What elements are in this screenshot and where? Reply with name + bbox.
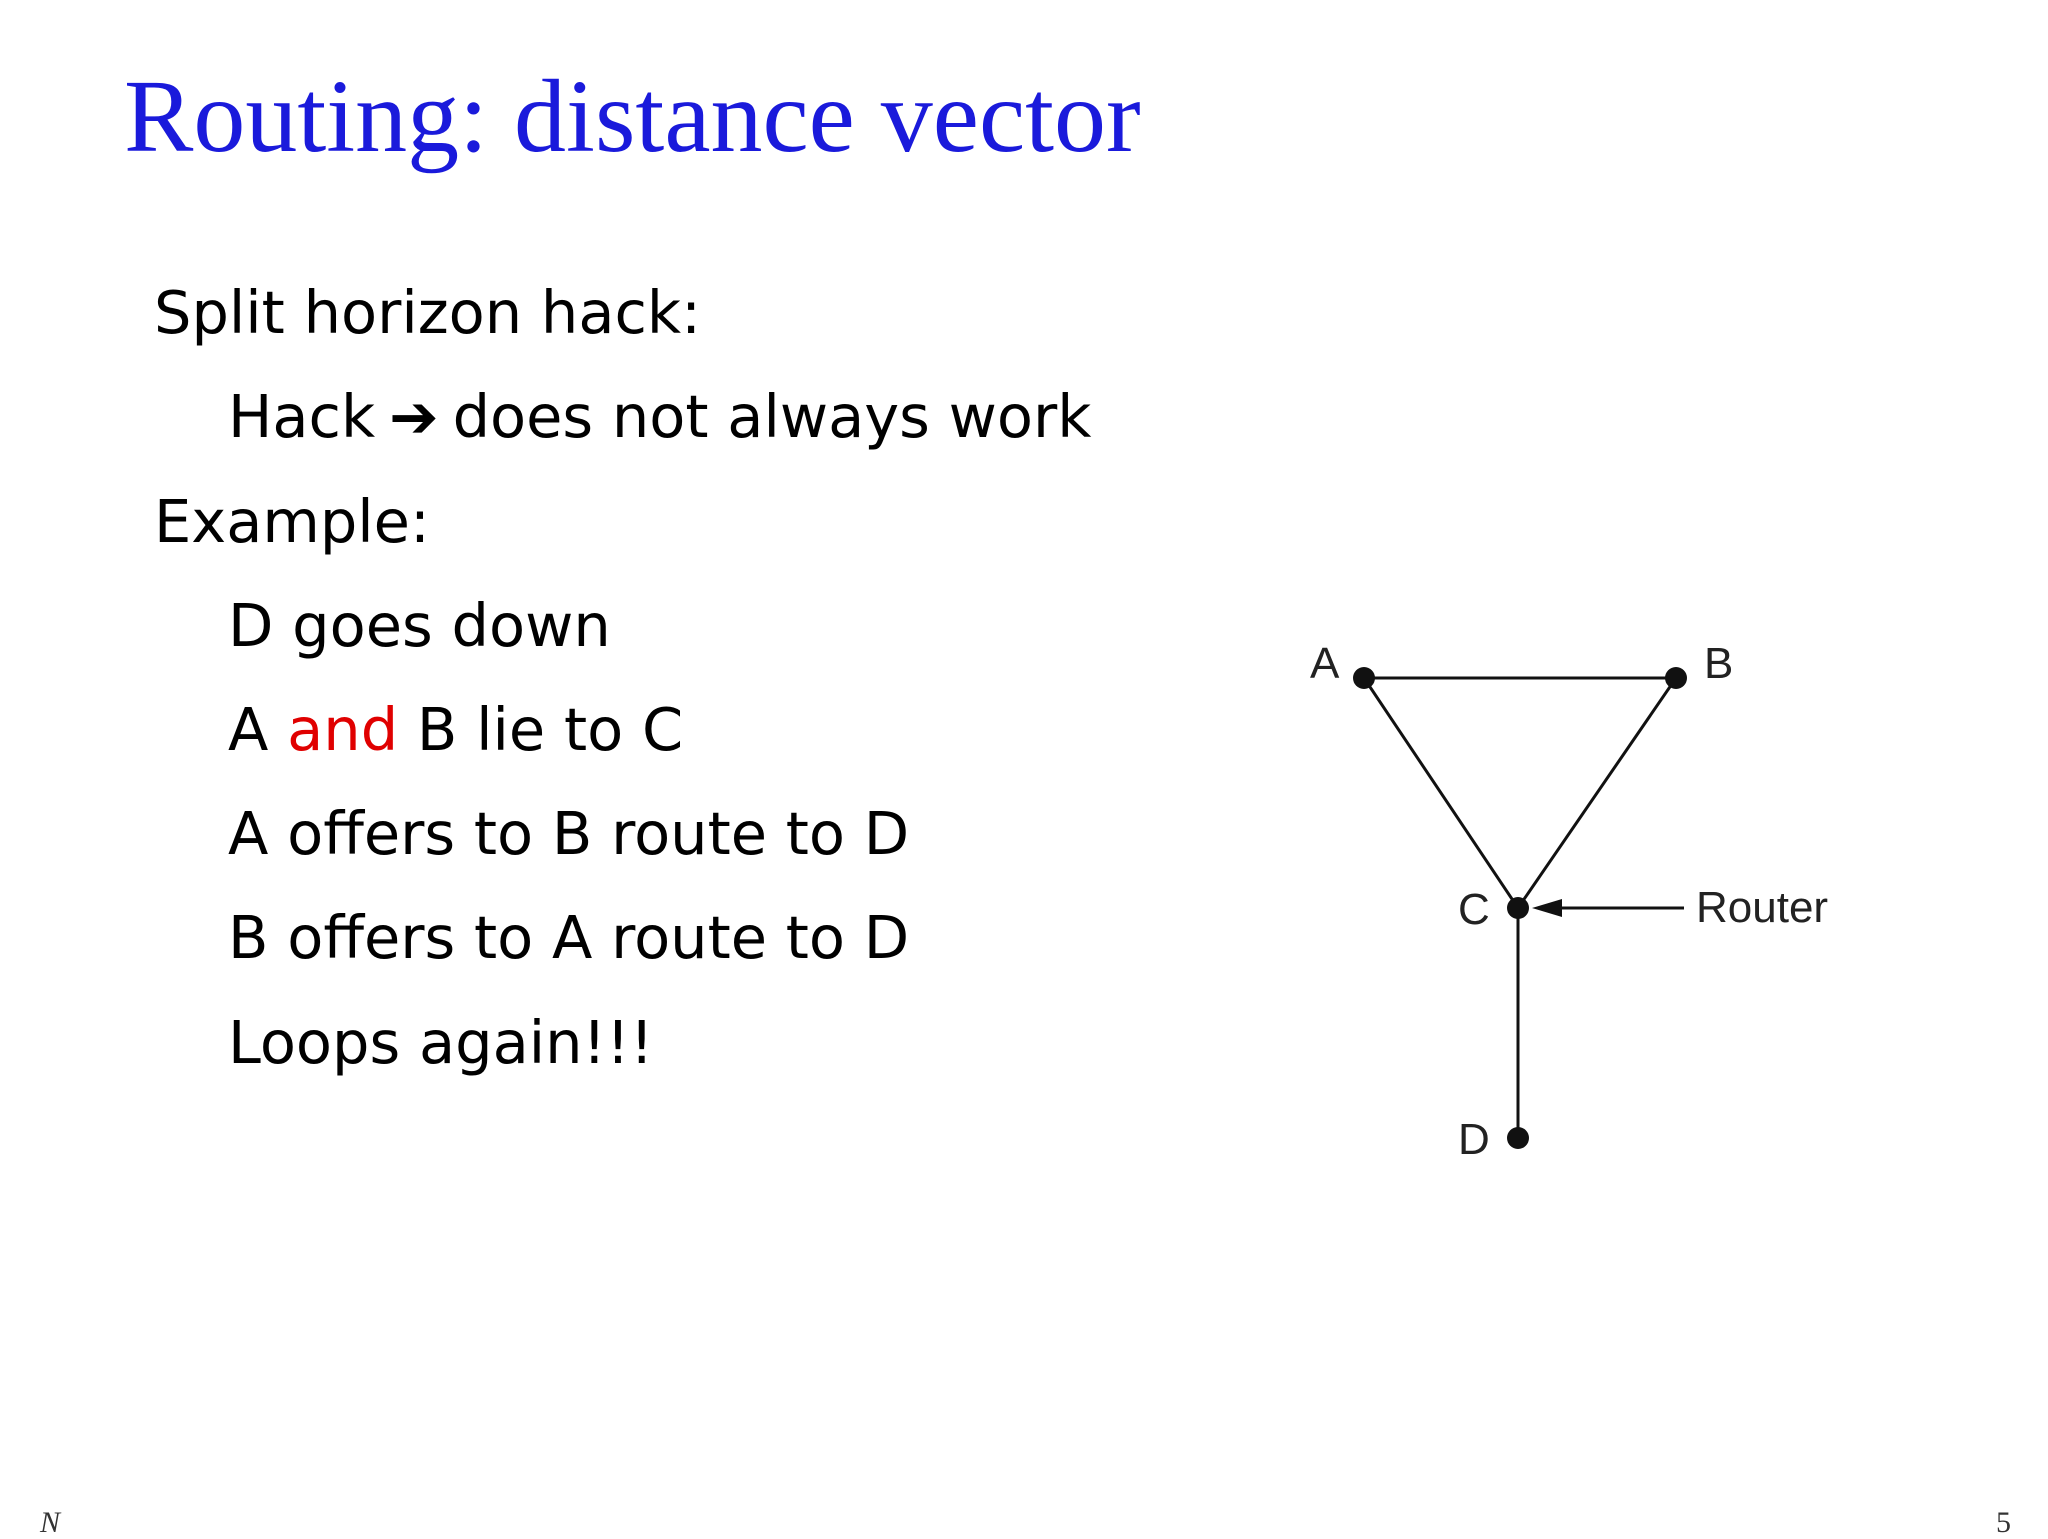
bullet-list [0,0,1200,1200]
node-label-a: A [1310,639,1340,688]
bullet-lie [228,695,684,764]
node-d [1507,1127,1529,1149]
network-diagram [1280,610,1900,1190]
node-label-d: D [1458,1115,1490,1164]
node-b [1665,667,1687,689]
lie-rest: B lie to C [416,695,684,764]
hack-suffix: does not always work [452,382,1092,451]
node-a [1353,667,1375,689]
edge-b-c [1518,678,1676,908]
bullet-b-offers: B offers to A route to D [228,903,910,972]
lie-and-highlight: and [287,695,399,764]
bullet-hack [228,382,1092,451]
bullet-d-goes-down: D goes down [228,591,611,660]
bullet-example: Example: [154,487,430,556]
right-arrow-icon: ➔ [389,382,439,451]
hack-prefix: Hack [228,382,376,451]
bullet-loops: Loops again!!! [228,1008,654,1077]
footer-left-text: N [40,1506,61,1539]
bullet-a-offers: A offers to B route to D [228,799,910,868]
node-label-b: B [1704,639,1734,688]
slide-title: Routing: distance vector [124,59,1141,174]
edge-a-c [1364,678,1518,908]
bullet-split-horizon: Split horizon hack: [154,278,701,347]
router-pointer-arrowhead [1532,899,1562,917]
lie-a: A [228,695,269,764]
node-label-c: C [1458,885,1490,934]
router-label: Router [1696,883,1829,932]
node-c [1507,897,1529,919]
page-number: 5 [1996,1506,2011,1539]
